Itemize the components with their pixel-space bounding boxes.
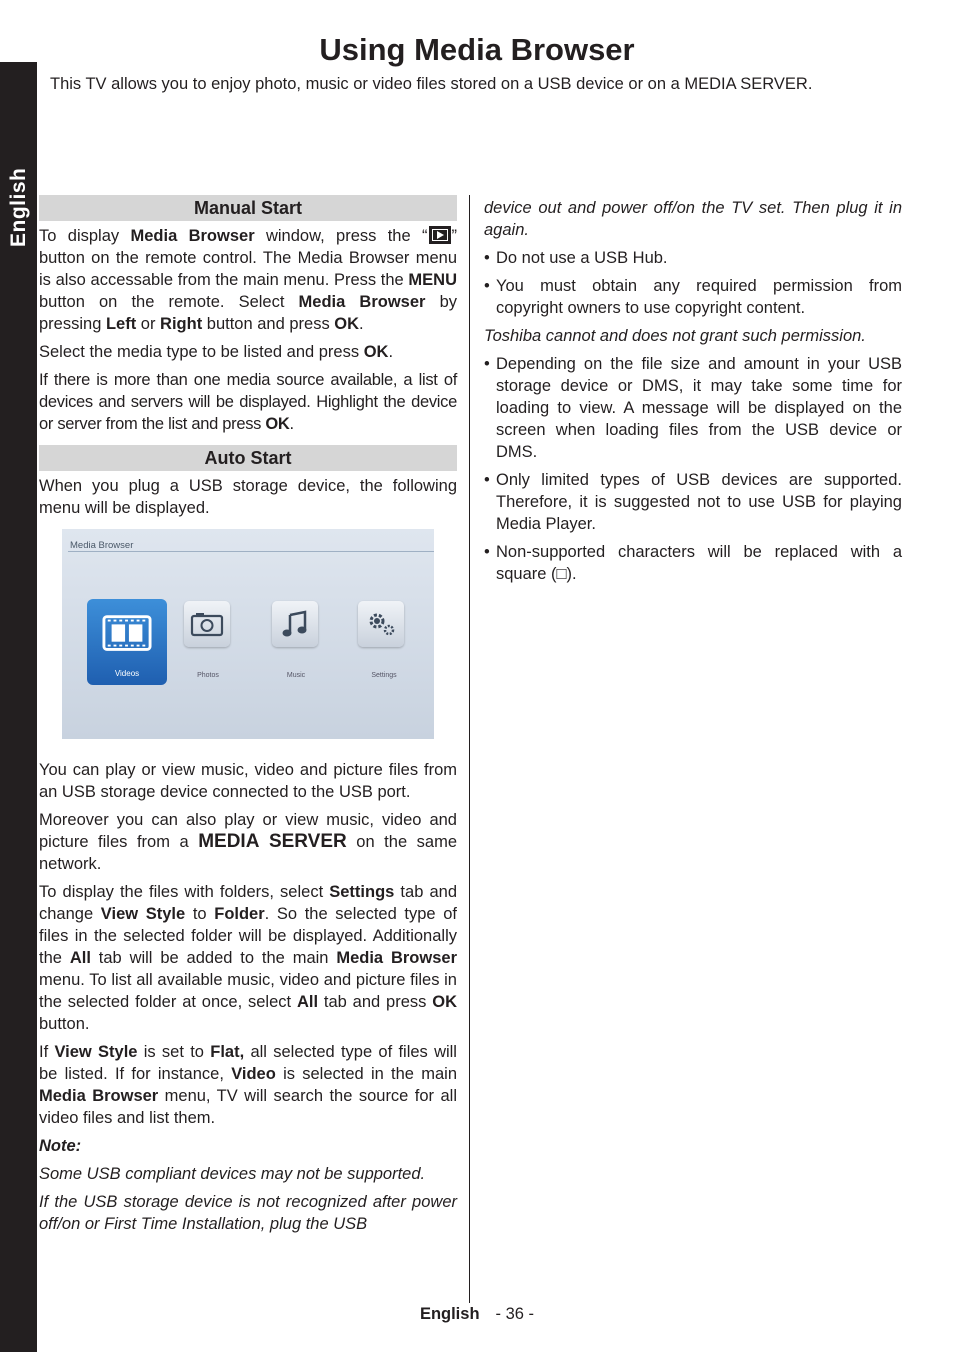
media-browser-remote-icon [429,226,451,244]
settings-tile [358,601,404,647]
select-media-paragraph: Select the media type to be listed and press OK. [39,343,394,361]
media-browser-screenshot [62,529,434,739]
page-number: - 36 - [495,1305,535,1323]
auto-start-heading: Auto Start [39,445,457,471]
page-footer [0,1305,954,1324]
list-item: • Non-supported characters will be replaced with a square (□). [484,543,902,583]
toshiba-permission-note: Toshiba cannot and does not grant such permission. [484,327,866,345]
media-source-paragraph: If there is more than one media source available, a list of devices and servers will be displayed. Highlight the device or server from the list and press OK. [39,371,457,433]
manual-start-heading: Manual Start [39,195,457,221]
videos-tile-label: Videos [114,669,140,678]
list-item: • You must obtain any required permission from copyright owners to use copyright content. [484,277,902,317]
music-tile-label: Music [286,672,306,679]
film-icon [99,609,155,659]
gear-icon [364,609,398,639]
note-usb-recognition: If the USB storage device is not recognized after power off/on or First Time Installation, plug the USB [39,1193,457,1233]
media-server-paragraph: Moreover you can also play or view music, video and picture files from a MEDIA SERVER on the same network. [39,811,457,873]
music-tile [272,601,318,647]
photos-tile-label: Photos [197,672,219,679]
left-column [39,195,457,1241]
photos-tile [184,601,230,647]
language-side-tab [0,62,37,1352]
usb-play-paragraph: You can play or view music, video and picture files from an USB storage device connected to the USB port. [39,761,457,801]
screenshot-divider [68,551,434,552]
folder-view-paragraph: To display the files with folders, select Settings tab and change View Style to Folder. So the selected type of files in the selected folder will be displayed. Additionally the All tab will be added to the main Media Browser menu. To list all available music, video and picture files in the selected folder at once, select All tab and press OK button. [39,883,458,1033]
list-item: • Depending on the file size and amount in your USB storage device or DMS, it may take some time for loading to view. A message will be displayed on the screen when loading files from the USB device or DMS. [484,355,902,461]
camera-icon [190,611,224,637]
list-item: • Only limited types of USB devices are supported. Therefore, it is suggested not to use USB for playing Media Player. [484,471,902,533]
intro-text: This TV allows you to enjoy photo, music or video files stored on a USB device or on a MEDIA SERVER. [50,75,813,93]
side-tab-label: English [7,167,30,247]
videos-tile [87,599,167,685]
music-note-icon [281,609,309,639]
manual-start-paragraph: To display Media Browser window, press the “ ” button on the remote control. The Media Browser menu is also accessable from the main menu. Press the MENU button on the remote. Select Media Browser by pressing Left or Right button and press OK. [39,227,457,333]
auto-start-paragraph: When you plug a USB storage device, the following menu will be displayed. [39,477,457,517]
page-title: Using Media Browser [319,32,635,67]
list-item: • Do not use a USB Hub. [484,249,668,267]
settings-tile-label: Settings [371,672,397,679]
flat-view-paragraph: If View Style is set to Flat, all selected type of files will be listed. If for instance, Video is selected in the main Media Browser menu, TV will search the source for all video files and list them. [39,1043,458,1127]
note-usb-support: Some USB compliant devices may not be supported. [39,1165,426,1183]
note-continued: device out and power off/on the TV set. Then plug it in again. [484,199,902,239]
footer-language: English [419,1305,480,1323]
column-divider [469,195,470,1303]
right-column [484,197,902,591]
screenshot-title: Media Browser [70,540,134,551]
note-label: Note: [39,1137,82,1155]
